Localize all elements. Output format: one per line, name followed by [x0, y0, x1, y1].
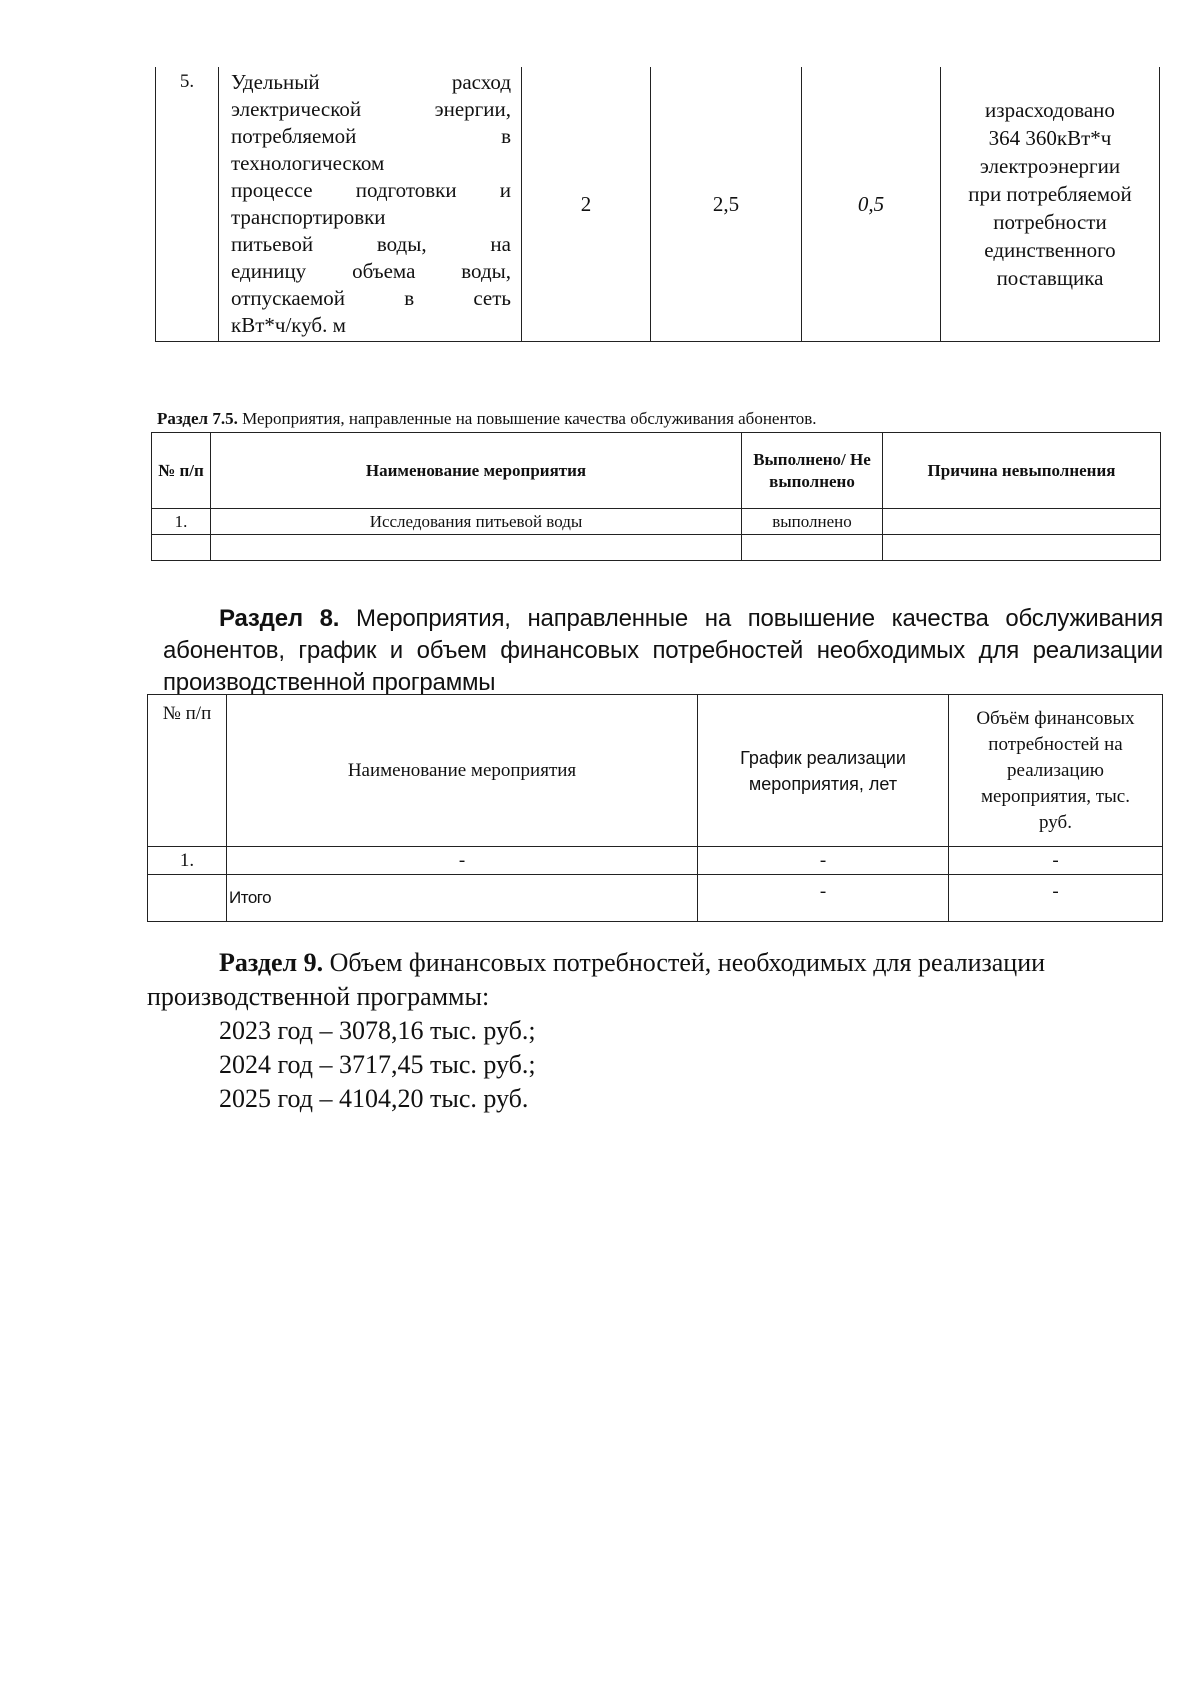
- section-7-5-caption: [157, 409, 817, 429]
- cell-reason: [883, 509, 1161, 535]
- heading-line: абонентов, график и объем финансовых потребностей необходимых для реализации: [163, 637, 1163, 664]
- section-9-heading: [147, 946, 1167, 980]
- table-row: [148, 847, 1163, 875]
- cell-name: [211, 535, 742, 561]
- cell-name: Исследования питьевой воды: [211, 509, 742, 535]
- cell-done: [742, 535, 883, 561]
- table-row: [152, 509, 1161, 535]
- table-header-row: [152, 433, 1161, 509]
- cell-finance: -: [949, 875, 1163, 922]
- section-label: Раздел 8.: [219, 605, 340, 632]
- year-amount: 2024 год – 3717,45 тыс. руб.;: [219, 1050, 536, 1079]
- cell-finance: -: [949, 847, 1163, 875]
- desc-line: кВт*ч/куб. м: [231, 313, 346, 337]
- header-finance: Объём финансовых потребностей на реализацию мероприятия, тыс. руб.: [949, 695, 1163, 847]
- heading-text: Мероприятия, направленные на повышение качества обслуживания: [356, 605, 1163, 632]
- desc-line: технологическом: [231, 151, 385, 175]
- cell-num: [148, 875, 227, 922]
- table-row: [156, 67, 1160, 342]
- section-9: [147, 946, 1167, 1116]
- note-line: израсходовано: [985, 98, 1115, 122]
- header-schedule: График реализации мероприятия, лет: [698, 695, 949, 847]
- desc-line: отпускаемой в сеть: [231, 286, 511, 310]
- desc-line: электрической энергии,: [231, 97, 511, 121]
- cell-reason: [883, 535, 1161, 561]
- section-8-heading: [163, 603, 1163, 699]
- value-planned: 2: [522, 67, 651, 342]
- header-name: Наименование мероприятия: [227, 695, 698, 847]
- cell-num: 1.: [148, 847, 227, 875]
- section-text: Объем финансовых потребностей, необходимых для реализации: [329, 948, 1046, 977]
- header-reason: Причина невыполнения: [883, 433, 1161, 509]
- header-done: Выполнено/ Не выполнено: [742, 433, 883, 509]
- row-number: 5.: [156, 67, 219, 342]
- cell-done: выполнено: [742, 509, 883, 535]
- cell-schedule: -: [698, 875, 949, 922]
- desc-line: транспортировки: [231, 205, 386, 229]
- desc-line: питьевой воды, на: [231, 232, 511, 256]
- cell-num: 1.: [152, 509, 211, 535]
- note-line: потребности: [993, 210, 1107, 234]
- cell-num: [152, 535, 211, 561]
- table-row: [152, 535, 1161, 561]
- note-line: электроэнергии: [979, 154, 1121, 178]
- value-deviation: 0,5: [802, 67, 941, 342]
- header-num: № п/п: [152, 433, 211, 509]
- desc-line: потребляемой в: [231, 124, 511, 148]
- heading-line: производственной программы: [163, 669, 496, 696]
- section-text-line: производственной программы:: [147, 982, 490, 1011]
- desc-line: Удельный расход: [231, 70, 511, 94]
- heading-line: [163, 603, 1163, 635]
- note-cell: [941, 67, 1160, 342]
- cell-name: -: [227, 847, 698, 875]
- note-line: 364 360кВт*ч: [988, 126, 1112, 150]
- finance-table: [147, 694, 1163, 922]
- section-text: Мероприятия, направленные на повышение качества обслуживания абонентов.: [242, 409, 817, 428]
- measures-table: [151, 432, 1161, 561]
- section-label: Раздел 7.5.: [157, 409, 238, 428]
- desc-line: единицу объема воды,: [231, 259, 511, 283]
- section-label: Раздел 9.: [219, 948, 324, 977]
- year-amount: 2025 год – 4104,20 тыс. руб.: [219, 1084, 529, 1113]
- note-line: поставщика: [996, 266, 1104, 290]
- cell-schedule: -: [698, 847, 949, 875]
- desc-line: процессе подготовки и: [231, 178, 511, 202]
- cell-total-label: Итого: [227, 875, 698, 922]
- table-header-row: [148, 695, 1163, 847]
- header-num: № п/п: [148, 695, 227, 847]
- year-amount: 2023 год – 3078,16 тыс. руб.;: [219, 1016, 536, 1045]
- note-line: при потребляемой: [968, 182, 1132, 206]
- header-name: Наименование мероприятия: [211, 433, 742, 509]
- note-line: единственного: [984, 238, 1116, 262]
- indicator-description: [219, 67, 522, 342]
- value-actual: 2,5: [651, 67, 802, 342]
- indicator-table: [155, 67, 1160, 342]
- table-row: [148, 875, 1163, 922]
